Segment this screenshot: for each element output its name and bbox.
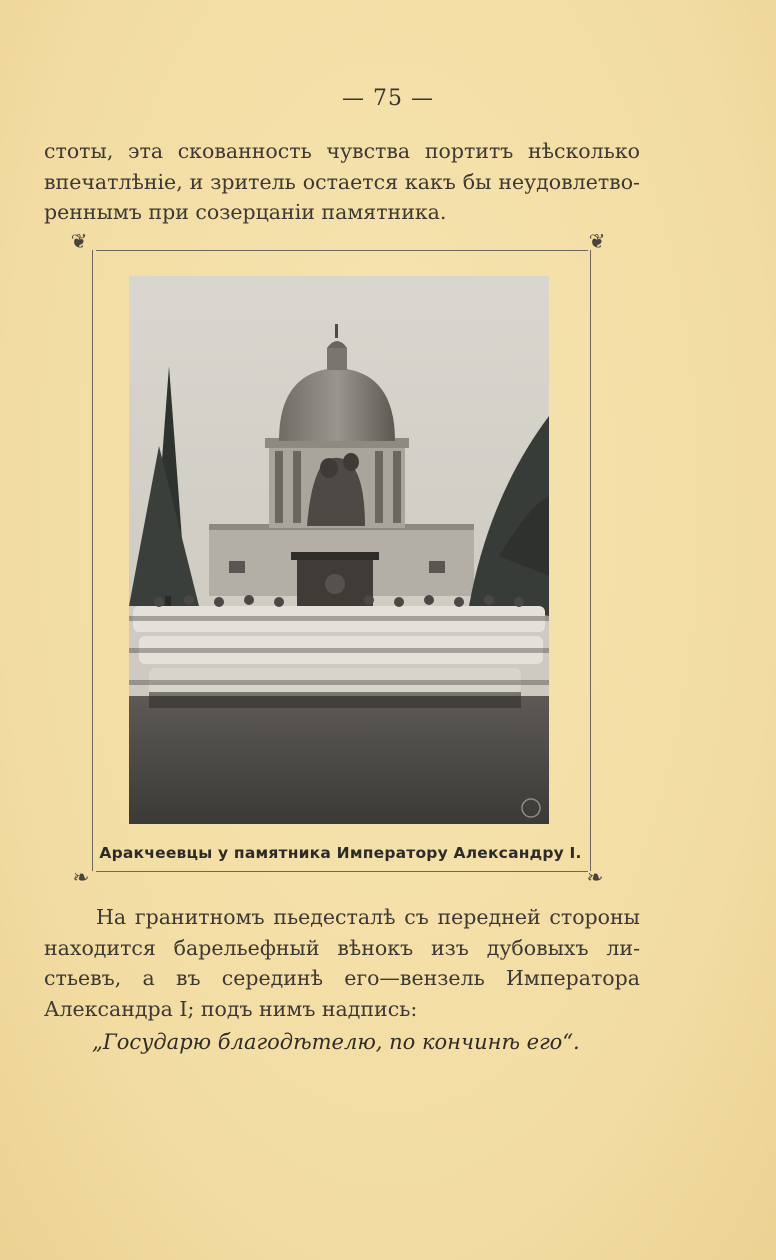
text-line: реннымъ при созерцаніи памятника. [44, 200, 447, 224]
frame-top-rule [96, 250, 588, 251]
frame-bottom-rule [96, 871, 588, 872]
corner-ornament-icon: ❦ [70, 229, 88, 253]
text-line: находится барельефный вѣнокъ изъ дубовыхъ ли- [44, 935, 640, 960]
corner-ornament-icon: ❦ [588, 229, 606, 253]
paragraph-top [44, 136, 640, 228]
text-line: стьевъ, а въ серединѣ его—вензель Императора [44, 966, 640, 990]
text-line: На гранитномъ пьедесталѣ съ передней стороны [96, 905, 640, 929]
text-line: впечатлѣніе, и зритель остается какъ бы неудовлетво- [44, 169, 640, 194]
corner-ornament-icon: ❧ [586, 865, 604, 889]
paragraph-bottom [44, 902, 640, 1024]
text-line: стоты, эта скованность чувства портитъ нѣсколько [44, 139, 640, 163]
corner-ornament-icon: ❧ [72, 865, 90, 889]
page-number: — 75 — [342, 86, 434, 111]
text-line: Александра I; подъ нимъ надпись: [44, 996, 418, 1021]
inscription-quote: „Государю благодѣтелю, по кончинѣ его“. [92, 1030, 580, 1054]
monument-photograph [129, 276, 549, 824]
figure-caption: Аракчеевцы у памятника Императору Александру I. [99, 844, 582, 862]
